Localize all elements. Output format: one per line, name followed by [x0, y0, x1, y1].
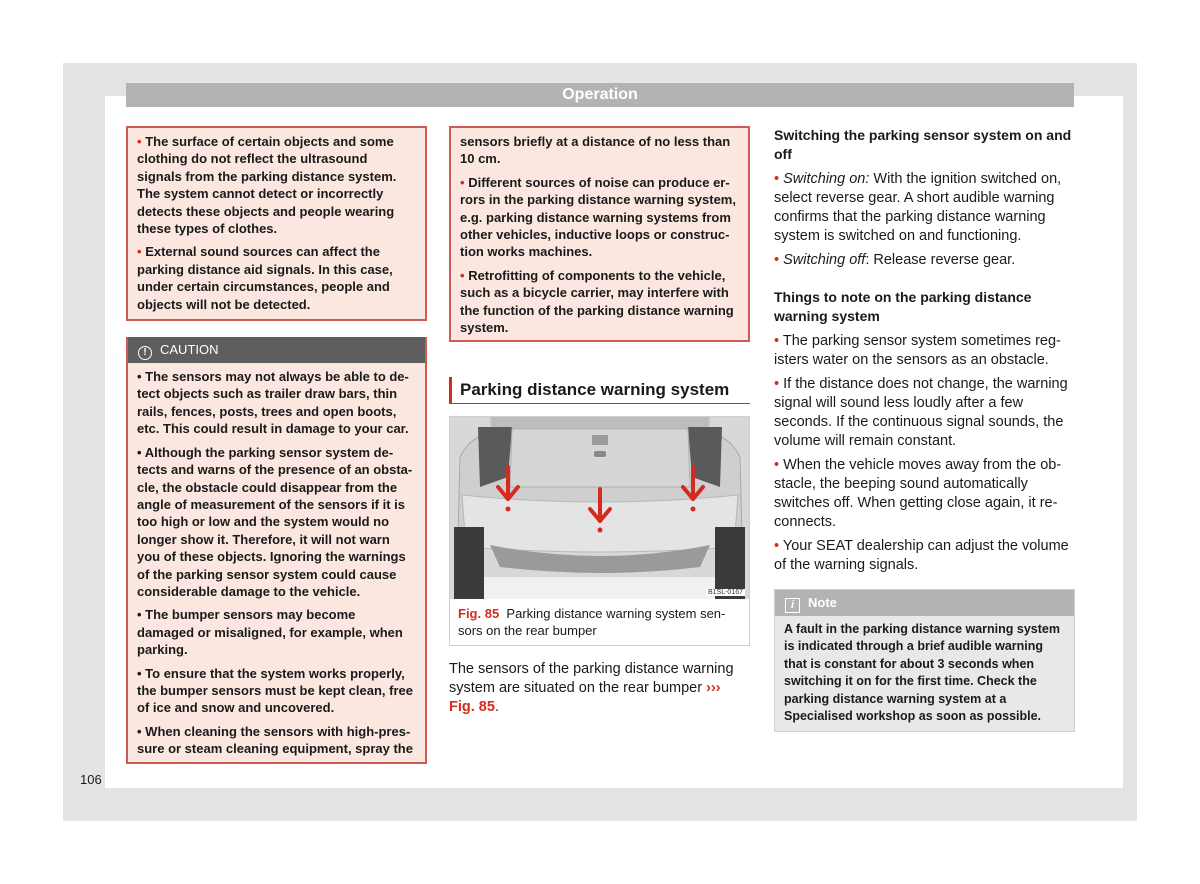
note-item: • If the distance does not change, the warning signal will sound less loudly after a few seconds. If the continuous signal sounds, the volume will remain constant.	[774, 376, 1068, 449]
note-item: • When the vehicle moves away from the obstacle, the beeping sound automatically switches off. When getting close again, it reconnects.	[774, 457, 1062, 530]
switch-off-item: • Switching off: Release reverse gear.	[774, 252, 1016, 268]
note-header: i Note	[775, 590, 1074, 616]
caution-item: • When cleaning the sensors with high-pressure or steam cleaning equipment, spray the	[137, 723, 413, 757]
switch-on-item: • Switching on: With the ignition switched on, select reverse gear. A short audible warning confirms that the parking distance warning system is switched on and functioning.	[774, 171, 1062, 244]
info-icon: i	[785, 598, 800, 613]
warning-item: • Different sources of noise can produce errors in the parking distance warning system, e.g. parking distance warning systems from other vehicles, inductive loops or construction works machines.	[460, 174, 736, 260]
page-number: 106	[80, 772, 102, 787]
warning-continuation: sensors briefly at a distance of no less than 10 cm.	[460, 134, 731, 167]
section-title: Parking distance warning system	[449, 377, 750, 404]
heading-things-to-note: Things to note on the parking distance warning system	[774, 289, 1032, 324]
warning-box-continued	[449, 126, 750, 342]
heading-switching: Switching the parking sensor system on and off	[774, 127, 1072, 162]
warning-item: • Retrofitting of components to the vehicle, such as a bicycle carrier, may interfere with the function of the parking distance warning system.	[460, 267, 734, 336]
caution-header: ! CAUTION	[128, 337, 425, 363]
figure-caption: Fig. 85 Parking distance warning system sensors on the rear bumper	[458, 606, 726, 639]
figure	[449, 416, 750, 646]
section-header: Operation	[126, 83, 1074, 107]
caution-item: • To ensure that the system works properly, the bumper sensors must be kept clean, free of ice and snow and uncovered.	[137, 665, 413, 716]
body-paragraph: The sensors of the parking distance warning system are situated on the rear bumper ››› Fig. 85.	[449, 661, 734, 716]
note-text: A fault in the parking distance warning system is indicated through a brief audible warning that is constant for about 3 seconds when switching it on for the first time. Check the parking distance warning system at a Specialised workshop as soon as possible.	[784, 622, 1060, 724]
figure-code: B1SL-0167	[707, 589, 743, 597]
warning-item: • The surface of certain objects and some clothing do not reflect the ultrasound signals from the parking distance system. The system cannot detect or incorrectly detects these objects and people wearing these types of clothes.	[137, 134, 397, 237]
warning-item: • External sound sources can affect the parking distance aid signals. In this case, under certain circumstances, people and objects will not be detected.	[137, 244, 393, 312]
note-box	[774, 589, 1075, 732]
caution-box	[126, 337, 427, 764]
figure-reference-link[interactable]: ››› Fig. 85	[449, 680, 721, 716]
note-item: • Your SEAT dealership can adjust the volume of the warning signals.	[774, 538, 1069, 573]
column-middle	[449, 126, 750, 717]
warning-box	[126, 126, 427, 321]
column-left	[126, 126, 427, 764]
note-item: • The parking sensor system sometimes registers water on the sensors as an obstacle.	[774, 333, 1061, 368]
exclamation-icon: !	[138, 346, 152, 360]
car-rear-illustration	[450, 417, 749, 599]
car-rear-image	[450, 417, 749, 599]
caution-item: • The bumper sensors may become damaged or misaligned, for example, when parking.	[137, 607, 403, 658]
column-right	[774, 126, 1075, 732]
caution-item: • Although the parking sensor system detects and warns of the presence of an obstacle, the obstacle could disappear from the angle of measurement of the sensors if it is too high or low and the system would no longer show it. Therefore, it will not warn you of these objects. Ignoring the warnings of the parking sensor system could cause considerable damage to the vehicle.	[137, 444, 413, 599]
caution-item: • The sensors may not always be able to detect objects such as trailer draw bars, thin rails, fences, posts, trees and open boots, etc. This could result in damage to your car.	[137, 369, 409, 437]
figure-label: Fig. 85	[458, 606, 500, 622]
